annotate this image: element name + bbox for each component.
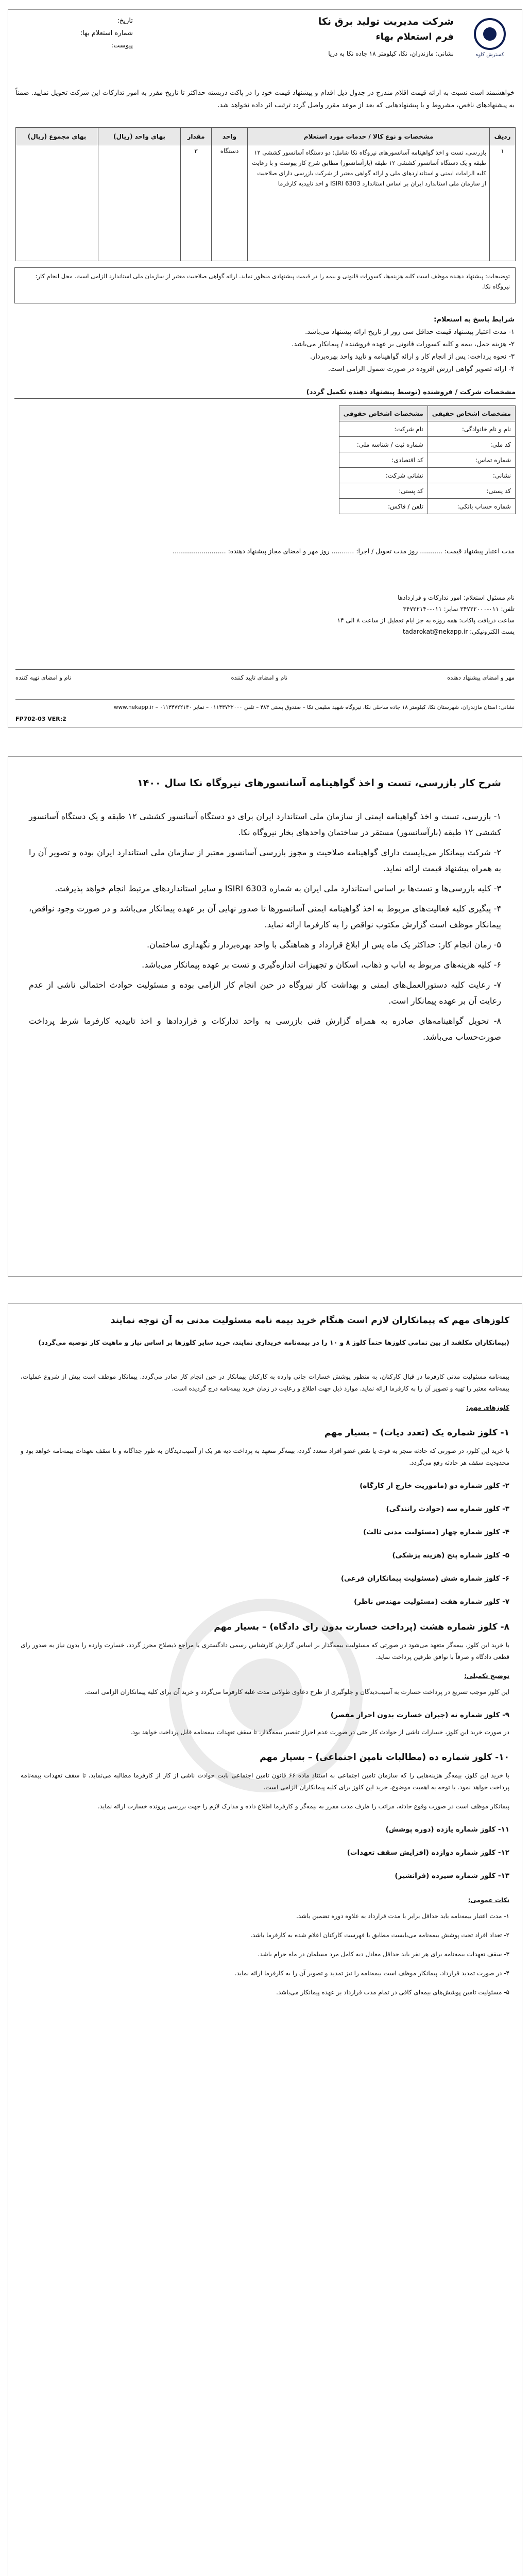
insurance-title: کلوزهای مهم که پیمانکاران لازم است هنگام خرید بیمه نامه مسئولیت مدنی به آن توجه نمایند [110,1315,509,1326]
intro-paragraph: خواهشمند است نسبت به ارائه قیمت اقلام مندرج در جدول ذیل اقدام و پیشنهاد قیمت خود را در پاکت دربسته حداکثر تا تاریخ مقرر به امور تدارکات این شرکت تحویل نمایید. ضمناً به پیشنهادهای ناقص، مشروط و یا پیشنهادهایی که بعد از موعد مقرر واصل گردد ترتیب اثر داده نخواهد شد. [15,89,515,109]
table-row [339,452,515,468]
scope-list [29,808,501,1049]
col-description: مشخصات و نوع کالا / خدمات مورد استعلام [248,128,490,145]
clause-8-title: ۸- کلوز شماره هشت (پرداخت خسارت بدون رای دادگاه) – بسیار مهم [214,1622,509,1632]
clauses-heading: کلوزهای مهم: [466,1404,509,1411]
response-conditions [15,314,515,376]
clause-8-note: این کلوز موجب تسریع در پرداخت خسارت به آسیب‌دیدگان و جلوگیری از طرح دعاوی طولانی مدت علیه کارفرما می‌گردد و خرید آن برای کلیه پیمانکاران الزامی است. [84,1688,509,1696]
clause-10-note: پیمانکار موظف است در صورت وقوع حادثه، مراتب را ظرف مدت مقرر به بیمه‌گر و کارفرما اطلاع داده و مدارک لازم را جهت بررسی پرونده خسارت ارائه نماید. [97,1803,509,1810]
cell-description: بازرسی، تست و اخذ گواهینامه آسانسورهای نیروگاه نکا شامل: دو دستگاه آسانسور کششی ۱۲ طبقه و یک دستگاه آسانسور کششی ۱۲ طبقه (بارآسانسور) مطابق شرح کار پیوست و با رعایت کلیه الزامات ایمنی و استانداردهای ملی و ارائه گواهی معتبر از شرکت بازرسی دارای صلاحیت از سازمان ملی استاندارد ایران بر اساس استاندارد ISIRI 6303 و اخذ تاییدیه کارفرما [248,145,490,261]
company-name: شرکت مدیریت تولید برق نکا [318,16,454,27]
general-notes-title: نکات عمومی: [468,1896,509,1904]
field-label[interactable]: کد ملی: [428,437,515,452]
col-quantity: مقدار [181,128,212,145]
footer-address: نشانی: استان مازندران، شهرستان نکا، کیلومتر ۱۸ جاده ساحلی نکا، نیروگاه شهید سلیمی نکا – صندوق پستی ۴۸۴ – تلفن ۰۱۱۳۴۷۲۲۰۰۰ – نمابر ۰۱۱۳۴۷۲۲۱۴۰ – www.nekapp.ir [15,699,515,712]
field-label[interactable]: نام و نام خانوادگی: [428,421,515,437]
items-table [15,127,516,261]
cell-quantity: ۳ [181,145,212,261]
logo-icon [474,18,506,50]
contact-line: پست الکترونیکی: tadarokat@nekapp.ir [403,628,515,635]
insurance-subtitle: (پیمانکاران مکلفند از بین تمامی کلوزها حتماً کلوز ۸ و ۱۰ را در بیمه‌نامه خریداری نمایند، خرید سایر کلوزها بر اساس نیاز و ماهیت کار توصیه می‌گردد) [38,1338,509,1346]
field-label[interactable]: کد پستی: [428,483,515,499]
field-label[interactable]: تلفن / فاکس: [339,499,428,514]
response-line: ۲- هزینه حمل، بیمه و کلیه کسورات قانونی بر عهده فروشنده / پیمانکار می‌باشد. [292,341,515,348]
supplier-section-title: مشخصات شرکت / فروشنده (توسط پیشنهاد دهنده تکمیل گردد) [14,388,516,399]
number-label: شماره استعلام بها: [80,29,133,37]
field-label[interactable]: کد پستی: [339,483,428,499]
col-row: ردیف [490,128,516,145]
clause-title: ۱۳- کلوز شماره سیزده (فرانشیز) [395,1872,509,1880]
table-row [339,437,515,452]
insurance-body [21,1371,509,2006]
list-item: ۳- کلیه بازرسی‌ها و تست‌ها بر اساس استاندارد ملی ایران به شماره ISIRI 6303 و سایر استانداردهای مرتبط انجام خواهد پذیرفت. [55,884,501,893]
clause-10-title: ۱۰- کلوز شماره ده (مطالبات تامین اجتماعی) – بسیار مهم [260,1752,509,1762]
contact-line: تلفن: ۰۱۱-۳۴۷۲۲۰۰۰ نمابر: ۰۱۱-۳۴۷۲۲۱۴۰ [403,605,515,613]
list-item: ۱- بازرسی، تست و اخذ گواهینامه ایمنی از سازمان ملی استاندارد ایران برای دو دستگاه آسانسور کششی ۱۲ طبقه و یک دستگاه آسانسور کششی ۱۲ طبقه (بارآسانسور) مستقر در ساختمان واحدهای بخار نیروگاه نکا. [29,811,502,837]
notes-box: توضیحات: پیشنهاد دهنده موظف است کلیه هزینه‌ها، کسورات قانونی و بیمه را در قیمت پیشنهادی منظور نماید. ارائه گواهی صلاحیت معتبر از سازمان ملی استاندارد الزامی است. محل انجام کار: نیروگاه نکا. [14,267,516,303]
field-label[interactable]: نشانی: [428,468,515,483]
general-note: ۱- مدت اعتبار بیمه‌نامه باید حداقل برابر با مدت قرارداد به علاوه دوره تضمین باشد. [296,1912,509,1920]
clause-title: ۵- کلوز شماره پنج (هزینه پزشکی) [392,1551,509,1560]
clause-title: ۶- کلوز شماره شش (مسئولیت پیمانکاران فرعی) [340,1574,509,1583]
table-row [16,145,516,261]
header-address: نشانی: مازندران، نکا، کیلومتر ۱۸ جاده نکا به دریا [328,50,454,57]
clause-8-note-title: توضیح تکمیلی: [464,1672,509,1680]
col-unit: واحد [212,128,248,145]
form-header [14,15,516,87]
signature-supplier: مهر و امضای پیشنهاد دهنده [447,674,515,681]
clause-9-text: در صورت خرید این کلوز، خسارات ناشی از حوادث کار حتی در صورت عدم احراز تقصیر بیمه‌گذار، تا سقف تعهدات بیمه‌نامه قابل پرداخت خواهد بود. [130,1728,509,1736]
insurance-sheet [8,1303,522,2576]
field-label[interactable]: شماره تماس: [428,452,515,468]
response-line: ۳- نحوه پرداخت: پس از انجام کار و ارائه گواهینامه و تایید واحد بهره‌بردار. [310,353,515,361]
field-label[interactable]: نام شرکت: [339,421,428,437]
scope-of-work-sheet [8,756,522,1277]
clause-10-text: با خرید این کلوز، بیمه‌گر هزینه‌هایی را که سازمان تامین اجتماعی به استناد ماده ۶۶ قانون تامین اجتماعی بابت حوادث ناشی از کار از کارفرما مطالبه می‌نماید، تا سقف تعهدات بیمه‌نامه پرداخت خواهد نمود. با توجه به اهمیت موضوع، خرید این کلوز برای کلیه پیمانکاران الزامی است. [21,1772,509,1791]
field-label[interactable]: شماره ثبت / شناسه ملی: [339,437,428,452]
insurance-intro: بیمه‌نامه مسئولیت مدنی کارفرما در قبال کارکنان، به منظور پوشش خسارات جانی وارده به کارکنان پیمانکار در حین انجام کار صادر می‌گردد. پیمانکار موظف است پیش از شروع عملیات، بیمه‌نامه معتبر را تهیه و تصویر آن را به کارفرما ارائه نماید. موارد ذیل جهت اطلاع و رعایت در زمان خرید بیمه‌نامه درج گردیده است. [21,1373,509,1392]
cell-unit-price[interactable] [98,145,181,261]
contact-line: ساعت دریافت پاکات: همه روزه به جز ایام تعطیل از ساعت ۸ الی ۱۴ [337,617,515,624]
list-item: ۴- پیگیری کلیه فعالیت‌های مربوط به اخذ گواهینامه ایمنی آسانسورها تا صدور نهایی آن بر عهده پیمانکار می‌باشد و در صورت وجود نواقص، پیمانکار موظف است گزارش مکتوب نواقص را به کارفرما ارائه نماید. [29,904,501,929]
logo-name: کسترش کاوه [475,52,504,58]
list-item: ۲- شرکت پیمانکار می‌بایست دارای گواهینامه صلاحیت و مجوز بازرسی آسانسور معتبر از سازمان ملی استاندارد ایران بوده و تصویر آن را به همراه پیشنهاد قیمت ارائه نماید. [29,848,501,873]
list-item: ۵- زمان انجام کار: حداکثر یک ماه پس از ابلاغ قرارداد و هماهنگی با واحد بهره‌بردار و نگهداری ساختمان. [147,940,501,950]
field-label[interactable]: کد اقتصادی: [339,452,428,468]
form-code: FP702-03 VER:2 [15,716,66,722]
col-legal-person: مشخصات اشخاص حقوقی [339,406,428,421]
general-note: ۳- سقف تعهدات بیمه‌نامه برای هر نفر باید حداقل معادل دیه کامل مرد مسلمان در ماه حرام باشد. [258,1951,509,1958]
list-item: ۶- کلیه هزینه‌های مربوط به ایاب و ذهاب، اسکان و تجهیزات اندازه‌گیری و تست بر عهده پیمانکار می‌باشد. [142,960,501,970]
field-label[interactable]: نشانی شرکت: [339,468,428,483]
clause-1-text: با خرید این کلوز، در صورتی که حادثه منجر به فوت یا نقص عضو افراد متعدد گردد، بیمه‌گر متعهد به پرداخت دیه هر یک از آسیب‌دیدگان به طور جداگانه و تا سقف تعهدات بیمه‌نامه خواهد بود و محدودیت سقف هر حادثه رفع می‌گردد. [21,1447,509,1466]
contact-line: نام مسئول استعلام: امور تدارکات و قراردادها [398,594,515,601]
validity-line: مدت اعتبار پیشنهاد قیمت: ........... روز مدت تحویل / اجرا: ........... روز مهر و امضای مجاز پیشنهاد دهنده: .......................... [173,547,515,555]
table-row [339,421,515,437]
clause-title: ۲- کلوز شماره دو (ماموریت خارج از کارگاه) [360,1482,509,1490]
clause-title: ۴- کلوز شماره چهار (مسئولیت مدنی ثالث) [363,1528,509,1536]
col-total-price: بهای مجموع (ریال) [16,128,98,145]
clause-8-text: با خرید این کلوز، بیمه‌گر متعهد می‌شود در صورتی که مسئولیت بیمه‌گذار بر اساس گزارش کارشناس رسمی دادگستری یا مراجع ذیصلاح محرز گردد، خسارت وارده را بدون نیاز به صدور رای قطعی دادگاه و صرفاً با توافق طرفین پرداخت نماید. [21,1641,509,1660]
rfq-form-sheet [8,9,522,728]
clause-9-title: ۹- کلوز شماره نه (جبران خسارت بدون احراز مقصر) [330,1711,509,1719]
contact-info [15,592,515,637]
col-natural-person: مشخصات اشخاص حقیقی [428,406,515,421]
items-table-header [16,128,516,145]
form-meta [14,15,133,52]
date-label: تاریخ: [117,17,133,25]
cell-unit: دستگاه [212,145,248,261]
signature-preparer: نام و امضای تهیه کننده [15,674,72,681]
clause-title: ۷- کلوز شماره هفت (مسئولیت مهندس ناظر) [354,1598,509,1606]
company-logo [464,18,516,58]
clause-title: ۳- کلوز شماره سه (حوادث رانندگی) [386,1505,509,1513]
general-note: ۴- در صورت تمدید قرارداد، پیمانکار موظف است بیمه‌نامه را نیز تمدید و تصویر آن را به کارفرما ارائه نماید. [234,1970,509,1977]
response-line: ۱- مدت اعتبار پیشنهاد قیمت حداقل سی روز از تاریخ ارائه پیشنهاد می‌باشد. [305,328,515,336]
signature-approver: نام و امضای تایید کننده [231,674,288,681]
col-unit-price: بهای واحد (ریال) [98,128,181,145]
response-title: شرایط پاسخ به استعلام: [434,316,515,324]
clause-title: ۱۲- کلوز شماره دوازده (افزایش سقف تعهدات) [347,1849,509,1857]
cell-row: ۱ [490,145,516,261]
clause-1-title: ۱- کلوز شماره یک (تعدد دیات) – بسیار مهم [324,1428,509,1438]
general-note: ۵- مسئولیت تامین پوشش‌های بیمه‌ای کافی در تمام مدت قرارداد بر عهده پیمانکار می‌باشد. [276,1989,509,1996]
table-row [339,468,515,483]
table-row [339,499,515,514]
supplier-table-header [339,406,515,421]
table-row [339,483,515,499]
list-item: ۷- رعایت کلیه دستورالعمل‌های ایمنی و بهداشت کار نیروگاه در حین انجام کار الزامی بوده و مسئولیت حوادث احتمالی ناشی از عدم رعایت آن بر عهده پیمانکار است. [29,980,501,1006]
attach-label: پیوست: [111,42,133,49]
field-label[interactable]: شماره حساب بانکی: [428,499,515,514]
clause-title: ۱۱- کلوز شماره یازده (دوره پوشش) [385,1825,509,1834]
general-note: ۲- تعداد افراد تحت پوشش بیمه‌نامه می‌بایست مطابق با فهرست کارکنان اعلام شده به کارفرما باشد. [250,1931,509,1939]
list-item: ۸- تحویل گواهینامه‌های صادره به همراه گزارش فنی بازرسی به واحد تدارکات و قراردادها و اخذ تاییدیه کارفرما شرط پرداخت صورت‌حساب می‌باشد. [29,1016,501,1042]
form-title: فرم استعلام بهاء [375,31,454,42]
response-line: ۴- ارائه تصویر گواهی ارزش افزوده در صورت شمول الزامی است. [328,365,515,373]
cell-total-price[interactable] [16,145,98,261]
scope-title: شرح کار بازرسی، تست و اخذ گواهینامه آسانسورهای نیروگاه نکا سال ۱۴۰۰ [137,777,501,789]
supplier-table [339,405,516,514]
signature-row [15,669,515,681]
